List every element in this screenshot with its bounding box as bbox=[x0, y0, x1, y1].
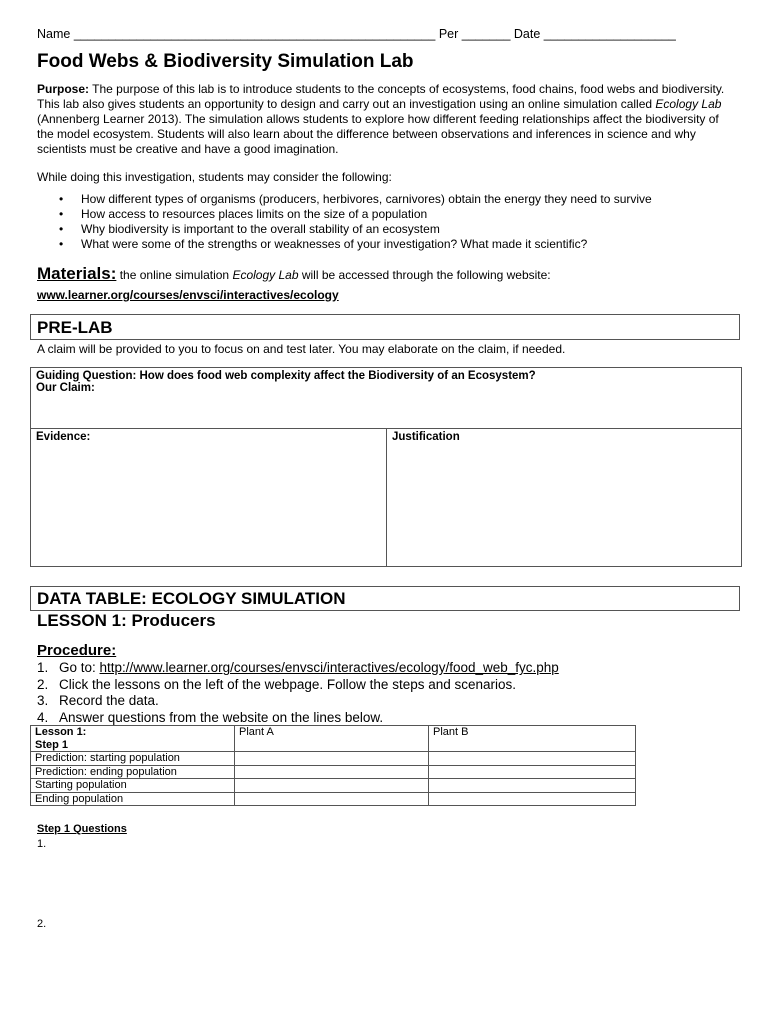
date-field[interactable]: ___________________ bbox=[543, 27, 676, 41]
lesson-title: LESSON 1: Producers bbox=[37, 611, 216, 630]
procedure-list bbox=[37, 660, 727, 726]
purpose-paragraph bbox=[37, 82, 727, 157]
our-claim-label: Our Claim: bbox=[36, 382, 95, 394]
plant-a-cell[interactable] bbox=[235, 765, 429, 779]
list-item: • What were some of the strengths or weaknesses of your investigation? What made it scientific? bbox=[37, 237, 727, 252]
consider-intro: While doing this investigation, students may consider the following: bbox=[37, 170, 392, 184]
considerations-list bbox=[37, 192, 727, 252]
materials-ecology-lab: Ecology Lab bbox=[232, 268, 299, 282]
guiding-question: Guiding Question: How does food web complexity affect the Biodiversity of an Ecosystem? bbox=[36, 370, 536, 382]
row-label: Ending population bbox=[31, 792, 235, 806]
list-item: • Why biodiversity is important to the overall stability of an ecosystem bbox=[37, 222, 727, 237]
plant-a-cell[interactable] bbox=[235, 779, 429, 793]
page-title: Food Webs & Biodiversity Simulation Lab bbox=[37, 51, 414, 72]
prelab-heading: PRE-LAB bbox=[30, 314, 740, 340]
period-label: Per bbox=[438, 27, 459, 41]
evidence-label: Evidence: bbox=[36, 431, 91, 443]
row-label: Prediction: starting population bbox=[31, 752, 235, 766]
plant-a-cell[interactable] bbox=[235, 752, 429, 766]
food-web-link[interactable]: http://www.learner.org/courses/envsci/interactives/ecology/food_web_fyc.php bbox=[99, 660, 559, 675]
table-header-cell bbox=[31, 726, 235, 752]
lesson-label: Lesson 1: bbox=[35, 726, 87, 738]
lesson-1-data-table bbox=[30, 725, 636, 806]
claim-evidence-table bbox=[30, 367, 742, 567]
claim-note: A claim will be provided to you to focus on and test later. You may elaborate on the claim, if needed. bbox=[37, 342, 566, 356]
step-text: Go to: bbox=[59, 660, 100, 675]
step-number: 1. bbox=[37, 660, 49, 675]
procedure-step bbox=[37, 693, 727, 710]
justification-cell[interactable] bbox=[387, 429, 742, 567]
step-label: Step 1 bbox=[35, 738, 69, 751]
table-row bbox=[31, 765, 636, 779]
materials-text-2: will be accessed through the following website: bbox=[298, 268, 551, 282]
step-number: 3. bbox=[37, 693, 49, 708]
materials-line bbox=[37, 264, 551, 284]
step-text: Record the data. bbox=[59, 693, 159, 708]
row-label: Starting population bbox=[31, 779, 235, 793]
date-label: Date bbox=[513, 27, 541, 41]
plant-b-cell[interactable] bbox=[429, 752, 636, 766]
step-text: Click the lessons on the left of the webpage. Follow the steps and scenarios. bbox=[59, 676, 517, 692]
list-item: • How access to resources places limits on the size of a population bbox=[37, 207, 727, 222]
period-field[interactable]: _______ bbox=[461, 27, 511, 41]
step-text: Answer questions from the website on the lines below. bbox=[59, 709, 384, 725]
step-1-questions-title: Step 1 Questions bbox=[37, 823, 127, 835]
plant-a-cell[interactable] bbox=[235, 792, 429, 806]
purpose-label: Purpose: bbox=[37, 82, 90, 96]
claim-cell[interactable] bbox=[31, 368, 742, 429]
step-number: 2. bbox=[37, 676, 49, 692]
row-label: Prediction: ending population bbox=[31, 765, 235, 779]
justification-label: Justification bbox=[392, 431, 460, 443]
materials-label: Materials: bbox=[37, 264, 117, 283]
name-label: Name bbox=[37, 27, 71, 41]
step-number: 4. bbox=[37, 709, 49, 725]
procedure-step bbox=[37, 677, 727, 694]
question-2-number: 2. bbox=[37, 918, 47, 930]
materials-text-1: the online simulation bbox=[116, 268, 233, 282]
ecology-website-link[interactable]: www.learner.org/courses/envsci/interactives/ecology bbox=[37, 288, 339, 302]
question-1-number: 1. bbox=[37, 838, 47, 850]
procedure-step bbox=[37, 660, 727, 677]
purpose-text-2: (Annenberg Learner 2013). The simulation allows students to explore how different feeding relationships affect the biodiversity of the model ecosystem. Students will also learn about the difference between observations and inferences in science and why scientists must be creative and have a good imagination. bbox=[37, 112, 719, 156]
plant-b-cell[interactable] bbox=[429, 792, 636, 806]
data-table-heading: DATA TABLE: ECOLOGY SIMULATION bbox=[30, 586, 740, 611]
plant-b-header: Plant B bbox=[429, 726, 636, 752]
purpose-text-1: The purpose of this lab is to introduce students to the concepts of ecosystems, food chains, food webs and biodiversity. This lab also gives students an opportunity to design and carry out an investigation using an online simulation called bbox=[37, 82, 725, 111]
name-field[interactable]: ____________________________________________________ bbox=[73, 27, 436, 41]
procedure-title: Procedure: bbox=[37, 642, 117, 659]
purpose-ecology-lab: Ecology Lab bbox=[655, 97, 722, 111]
evidence-cell[interactable] bbox=[31, 429, 387, 567]
table-row bbox=[31, 792, 636, 806]
procedure-step bbox=[37, 710, 727, 727]
table-row bbox=[31, 779, 636, 793]
table-row bbox=[31, 752, 636, 766]
student-info-line bbox=[37, 27, 737, 41]
plant-b-cell[interactable] bbox=[429, 779, 636, 793]
plant-a-header: Plant A bbox=[235, 726, 429, 752]
list-item: • How different types of organisms (producers, herbivores, carnivores) obtain the energy they need to survive bbox=[37, 192, 727, 207]
plant-b-cell[interactable] bbox=[429, 765, 636, 779]
table-row bbox=[31, 726, 636, 752]
